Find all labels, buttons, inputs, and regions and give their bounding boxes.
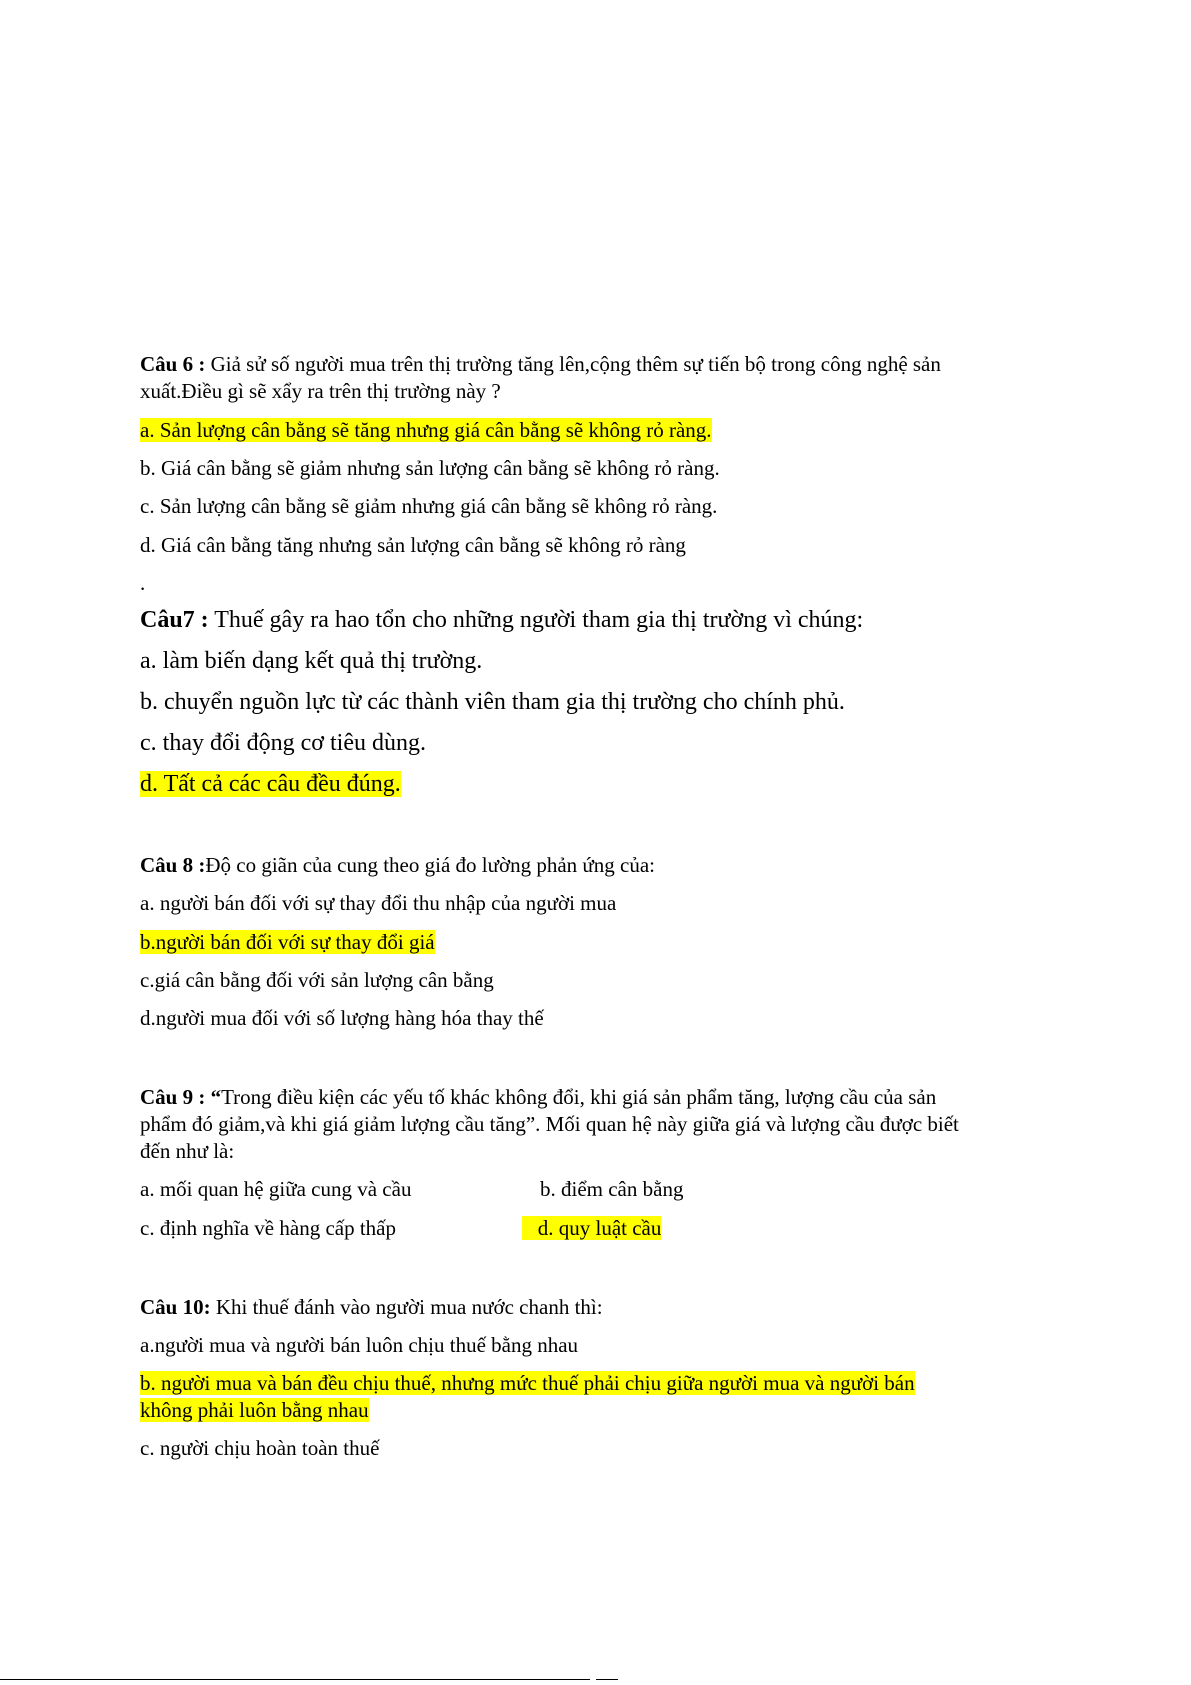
- q10-option-b-text-1: b. người mua và bán đều chịu thuế, nhưng mức thuế phải chịu giữa người mua và người bán: [140, 1371, 915, 1395]
- q8-option-b: [140, 930, 435, 955]
- q7-option-d: [140, 771, 401, 798]
- q10-stem: [140, 1295, 603, 1320]
- q9-option-a: a. mối quan hệ giữa cung và cầu: [140, 1177, 412, 1201]
- q7-stem: [140, 607, 863, 634]
- q9-stem-line-2: phẩm đó giảm,và khi giá giảm lượng cầu tăng”. Mối quan hệ này giữa giá và lượng cầu được biết: [140, 1112, 959, 1136]
- q9-label: Câu 9 : “: [140, 1085, 222, 1109]
- q8-option-d: d.người mua đối với số lượng hàng hóa thay thế: [140, 1006, 544, 1030]
- q9-text-1: Trong điều kiện các yếu tố khác không đổi, khi giá sản phẩm tăng, lượng cầu của sản: [221, 1085, 937, 1109]
- footer-rule: [0, 1679, 590, 1680]
- q6-option-a: [140, 418, 712, 443]
- q9-stem-line-3: đến như là:: [140, 1139, 235, 1163]
- q10-text: Khi thuế đánh vào người mua nước chanh thì:: [210, 1295, 603, 1319]
- q10-option-b-text-2: không phải luôn bằng nhau: [140, 1398, 369, 1422]
- q8-option-b-text: b.người bán đối với sự thay đổi giá: [140, 930, 435, 954]
- q10-option-a: a.người mua và người bán luôn chịu thuế bằng nhau: [140, 1333, 579, 1357]
- q9-option-b: b. điểm cân bằng: [540, 1177, 684, 1201]
- q9-stem-line-1: [140, 1085, 936, 1110]
- q6-option-c: c. Sản lượng cân bằng sẽ giảm nhưng giá cân bằng sẽ không rỏ ràng.: [140, 494, 718, 518]
- q6-stem-line-1: [140, 352, 941, 377]
- q6-text-1: Giả sử số người mua trên thị trường tăng lên,cộng thêm sự tiến bộ trong công nghệ sản: [210, 352, 941, 376]
- q8-option-c: c.giá cân bằng đối với sản lượng cân bằng: [140, 968, 494, 992]
- q10-option-b-line-2: [140, 1398, 369, 1423]
- q7-text: Thuế gây ra hao tổn cho những người tham gia thị trường vì chúng:: [208, 607, 864, 633]
- q10-label: Câu 10:: [140, 1295, 211, 1319]
- q7-option-b: b. chuyển nguồn lực từ các thành viên tham gia thị trường cho chính phủ.: [140, 689, 845, 715]
- q10-option-c: c. người chịu hoàn toàn thuế: [140, 1436, 380, 1460]
- q9-option-c: c. định nghĩa về hàng cấp thấp: [140, 1216, 396, 1240]
- q8-label: Câu 8 :: [140, 853, 206, 877]
- q7-label: Câu7 :: [140, 607, 209, 633]
- q6-option-a-text: a. Sản lượng cân bằng sẽ tăng nhưng giá cân bằng sẽ không rỏ ràng.: [140, 418, 712, 442]
- q6-stem-line-2: xuất.Điều gì sẽ xẩy ra trên thị trường này ?: [140, 379, 501, 403]
- q7-option-c: c. thay đổi động cơ tiêu dùng.: [140, 730, 426, 756]
- q7-option-a: a. làm biến dạng kết quả thị trường.: [140, 648, 483, 674]
- q8-stem: [140, 853, 655, 878]
- q7-option-d-text: d. Tất cả các câu đều đúng.: [140, 771, 401, 797]
- q6-label: Câu 6 :: [140, 352, 206, 376]
- q9-option-d: [522, 1216, 661, 1241]
- q6-option-d: d. Giá cân bằng tăng nhưng sản lượng cân bằng sẽ không rỏ ràng: [140, 533, 686, 557]
- stray-period: .: [140, 571, 146, 595]
- footer-rule-short: [596, 1679, 618, 1680]
- q9-option-d-text: d. quy luật cầu: [522, 1216, 662, 1240]
- q6-option-b: b. Giá cân bằng sẽ giảm nhưng sản lượng cân bằng sẽ không rỏ ràng.: [140, 456, 720, 480]
- q8-option-a: a. người bán đối với sự thay đổi thu nhập của người mua: [140, 891, 617, 915]
- q8-text: Độ co giãn của cung theo giá đo lường phản ứng của:: [205, 853, 656, 877]
- q10-option-b-line-1: [140, 1371, 915, 1396]
